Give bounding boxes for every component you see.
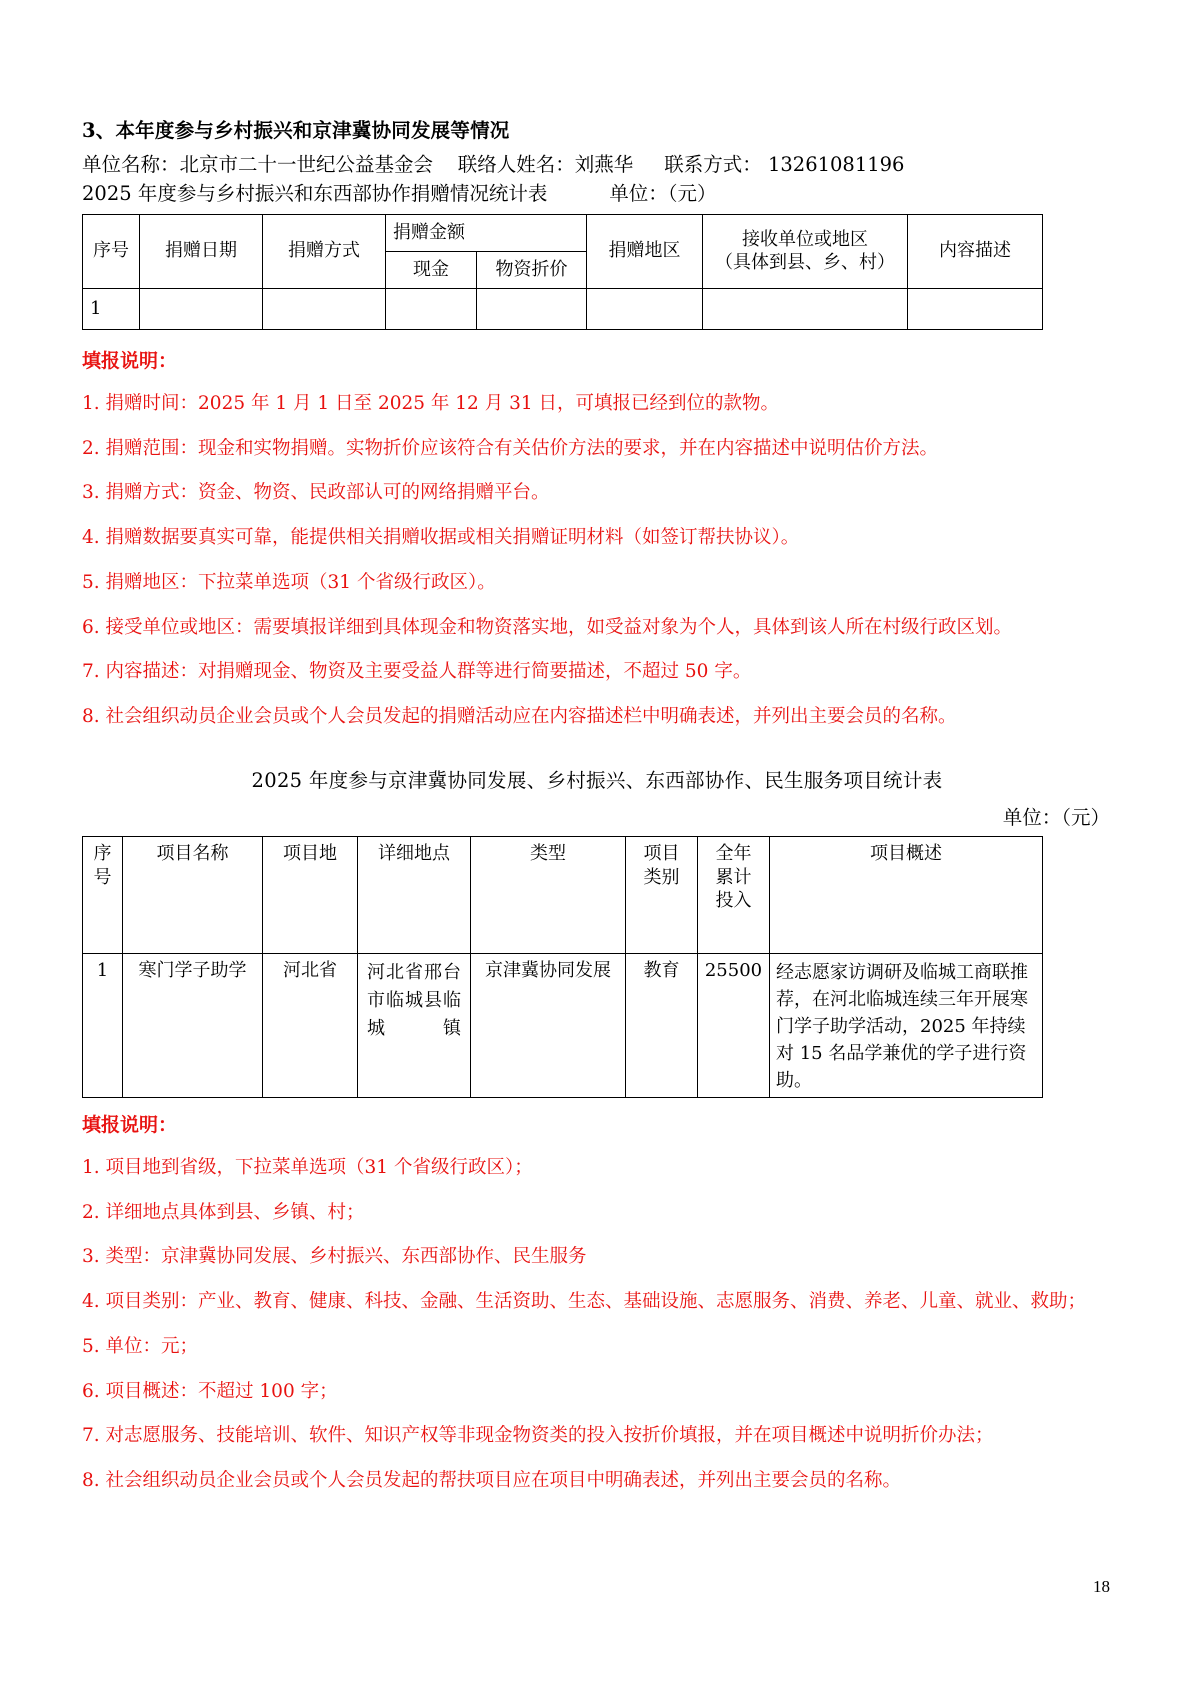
col-header-project-category-line1: 项目	[643, 842, 680, 864]
cell-no: 1	[83, 288, 140, 329]
col-header-project-no	[83, 836, 123, 953]
cell-content	[908, 288, 1043, 329]
col-header-project-category-line2: 类别	[643, 866, 680, 888]
notes2-item-6: 6. 项目概述：不超过 100 字；	[82, 1380, 338, 1402]
notes1-item-8: 8. 社会组织动员企业会员或个人会员发起的捐赠活动应在内容描述栏中明确表述，并列出主要会员的名称。	[82, 706, 957, 728]
notes2-item-4: 4. 项目类别：产业、教育、健康、科技、金融、生活资助、生态、基础设施、志愿服务、消费、养老、儿童、就业、救助；	[82, 1291, 1087, 1313]
col-header-project-invest-line2: 累计	[715, 866, 752, 888]
donation-statistics-table	[82, 214, 1043, 330]
table-header-row	[83, 214, 1043, 251]
notes1-item-3: 3. 捐赠方式：资金、物资、民政部认可的网络捐赠平台。	[82, 482, 550, 504]
cell-project-invest: 25500	[698, 953, 770, 1097]
project-table-title: 2025 年度参与京津冀协同发展、乡村振兴、东西部协作、民生服务项目统计表	[251, 768, 943, 792]
col-header-date: 捐赠日期	[140, 214, 263, 288]
cell-method	[263, 288, 386, 329]
col-header-project-no-line2: 号	[93, 866, 112, 888]
organization-info-line: 单位名称：北京市二十一世纪公益基金会 联络人姓名：刘燕华 联系方式： 13261081196	[82, 153, 905, 177]
col-header-project-detail: 详细地点	[358, 836, 471, 953]
project-statistics-table	[82, 836, 1043, 1098]
notes1-item-6: 6. 接受单位或地区：需要填报详细到具体现金和物资落实地，如受益对象为个人，具体到该人所在村级行政区划。	[82, 616, 1013, 638]
notes1-item-5: 5. 捐赠地区：下拉菜单选项（31 个省级行政区）。	[82, 571, 496, 593]
notes1-item-2: 2. 捐赠范围：现金和实物捐赠。实物折价应该符合有关估价方法的要求，并在内容描述中说明估价方法。	[82, 437, 939, 459]
section-heading: 3、本年度参与乡村振兴和京津冀协同发展等情况	[82, 119, 510, 142]
col-header-amount: 捐赠金额	[386, 214, 587, 251]
cell-cash	[386, 288, 477, 329]
col-header-amount-cash: 现金	[386, 251, 477, 288]
cell-goods	[477, 288, 587, 329]
notes1-item-7: 7. 内容描述：对捐赠现金、物资及主要受益人群等进行简要描述，不超过 50 字。	[82, 661, 752, 683]
notes2-item-8: 8. 社会组织动员企业会员或个人会员发起的帮扶项目应在项目中明确表述，并列出主要会员的名称。	[82, 1470, 902, 1492]
col-header-no: 序号	[83, 214, 140, 288]
col-header-project-summary: 项目概述	[770, 836, 1043, 953]
cell-project-summary: 经志愿家访调研及临城工商联推荐，在河北临城连续三年开展寒门学子助学活动，2025 年持续对 15 名品学兼优的学子进行资助。	[770, 953, 1043, 1097]
notes1-item-4: 4. 捐赠数据要真实可靠，能提供相关捐赠收据或相关捐赠证明材料（如签订帮扶协议）。	[82, 527, 800, 549]
notes2-item-1: 1. 项目地到省级，下拉菜单选项（31 个省级行政区）；	[82, 1156, 533, 1178]
col-header-receiver-line1: 接收单位或地区	[742, 228, 868, 250]
project-table-unit: 单位：（元）	[1002, 805, 1110, 829]
col-header-project-category	[626, 836, 698, 953]
col-header-project-invest	[698, 836, 770, 953]
notes2-title: 填报说明：	[82, 1113, 178, 1136]
notes2-item-2: 2. 详细地点具体到县、乡镇、村；	[82, 1201, 365, 1223]
cell-project-name: 寒门学子助学	[123, 953, 263, 1097]
col-header-content: 内容描述	[908, 214, 1043, 288]
project-table-header-row	[83, 836, 1043, 953]
col-header-receiver-line2: （具体到县、乡、村）	[715, 252, 895, 274]
col-header-project-invest-line3: 投入	[715, 890, 752, 912]
table-row	[83, 288, 1043, 329]
table-row	[83, 953, 1043, 1097]
col-header-method: 捐赠方式	[263, 214, 386, 288]
notes2-item-7: 7. 对志愿服务、技能培训、软件、知识产权等非现金物资类的投入按折价填报，并在项目概述中说明折价办法；	[82, 1425, 994, 1447]
page-number: 18	[1093, 1577, 1110, 1596]
cell-receiver	[703, 288, 908, 329]
notes2-item-5: 5. 单位：元；	[82, 1335, 199, 1357]
cell-project-detail: 河北省邢台市临城县临城镇	[358, 953, 471, 1097]
cell-region	[587, 288, 703, 329]
col-header-receiver	[703, 214, 908, 288]
col-header-amount-goods: 物资折价	[477, 251, 587, 288]
cell-project-category: 教育	[626, 953, 698, 1097]
cell-project-no: 1	[83, 953, 123, 1097]
col-header-project-invest-line1: 全年	[715, 842, 752, 864]
col-header-project-type: 类型	[471, 836, 626, 953]
donation-table-title: 2025 年度参与乡村振兴和东西部协作捐赠情况统计表 单位：（元）	[82, 181, 717, 205]
cell-project-type: 京津冀协同发展	[471, 953, 626, 1097]
col-header-project-no-line1: 序	[93, 842, 112, 864]
cell-date	[140, 288, 263, 329]
notes1-item-1: 1. 捐赠时间：2025 年 1 月 1 日至 2025 年 12 月 31 日，可填报已经到位的款物。	[82, 392, 780, 414]
cell-project-place: 河北省	[263, 953, 358, 1097]
col-header-region: 捐赠地区	[587, 214, 703, 288]
col-header-project-name: 项目名称	[123, 836, 263, 953]
notes1-title: 填报说明：	[82, 349, 178, 372]
notes2-item-3: 3. 类型：京津冀协同发展、乡村振兴、东西部协作、民生服务	[82, 1246, 587, 1268]
col-header-project-place: 项目地	[263, 836, 358, 953]
